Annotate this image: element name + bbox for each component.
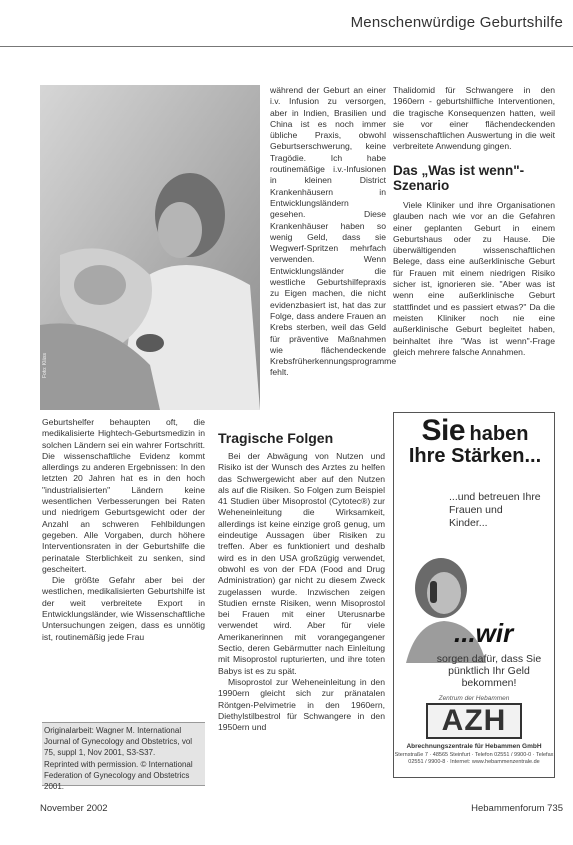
heading-tragische-folgen: Tragische Folgen — [218, 430, 334, 446]
heading-was-ist-wenn: Das „Was ist wenn"-Szenario — [393, 163, 525, 193]
photo-credit: Foto: Kläss — [42, 352, 48, 378]
mother-baby-photo — [40, 85, 260, 410]
ad-address: Sternstraße 7 · 48565 Steinfurt · Telefon 02551 / 9900-0 · Telefax 02551 / 9900-8 · Internet: www.hebammenzentrale.de — [394, 752, 554, 765]
source-info-box — [42, 722, 205, 791]
column-right-top — [393, 85, 555, 155]
paragraph: während der Geburt an einer i.v. Infusion zu versorgen, aber in Indien, Brasilien und China ist es noch immer übliche Praxis, obwohl Geburtserschwerung, keine Tragödie. Ich habe routinemäßige i.v.-Infusionen in kleinen District Krankenhäusern in Entwicklungsländern gesehen. Diese Krankenhäuser haben so wenig Geld, dass sie Wegwerf-Spritzen mehrfach verwenden. Wenn Entwicklungsländer die westliche Geburtshilfepraxis zu Eigen machen, die nicht evidenzbasiert ist, hat das zur Folge, dass andere Frauen an Krebs sterben, weil das Geld für präventive Maßnahmen wie flächendeckende Krebsfrüherkennungsprogramme fehlt. — [270, 85, 397, 378]
footer-date: November 2002 — [40, 803, 108, 814]
header-rule — [0, 46, 573, 47]
ad-headline — [400, 414, 550, 467]
section-title: Menschenwürdige Geburtshilfe — [350, 14, 563, 31]
ad-sie: Sie — [421, 414, 466, 447]
footer-page: Hebammenforum 735 — [471, 803, 563, 814]
ad-slogan: sorgen dafür, dass Sie pünktlich Ihr Geld bekommen! — [436, 653, 542, 689]
source-citation: Originalarbeit: Wagner M. International Journal of Gynecology and Obstetrics, vol 75, suppl 1, Nov 2001, S3-S37. — [44, 726, 193, 757]
azh-advertisement — [393, 412, 555, 778]
column-left — [42, 417, 205, 717]
ad-staerken: Ihre Stärken... — [408, 445, 542, 467]
paragraph: Viele Kliniker und ihre Organisationen glauben nach wie vor an die Gefahren einer geplanten Geburt in einem Geburtshaus oder zu Hause. Die überwältigenden wissenschaftlichen Belege, dass eine außerklinische Geburt für Frauen mit einem niedrigen Risiko sicher ist, ignorieren sie. "Aber was ist wenn eine außerklinische Geburt stattfindet und es passiert etwas?" Da die meisten Kliniker noch nie eine außerklinische Geburt begleitet haben, beinhaltet ihre "Was ist wenn"-Frage gleich mehrere falsche Annahmen. — [393, 200, 555, 357]
reprint-notice: Reprinted with permission. © International Federation of Gynecology and Obstetrics 2001. — [44, 760, 193, 791]
column-middle-top — [270, 85, 397, 410]
azh-logo: AZH — [426, 703, 522, 739]
ad-wir: ...wir — [454, 618, 514, 648]
paragraph: Thalidomid für Schwangere in den 1960ern - geburtshilfliche Interventionen, die tragische Konsequenzen hatten, weil sie vor einer flächendeckenden wissenschaftlichen Auswertung in die weit verbreitete Anwendung gingen. — [393, 85, 555, 152]
paragraph: Misoprostol zur Weheneinleitung in den 1990ern gleicht sich zur pränatalen Röntgen-Pelvimetrie in den 1960ern, Diethylstilbestrol für Schwangere in den 1950ern und — [218, 676, 385, 733]
article-photo — [40, 85, 260, 410]
ad-subline: ...und betreuen Ihre Frauen und Kinder... — [449, 491, 541, 529]
ad-haben: haben — [469, 423, 529, 445]
ad-company-name: Abrechnungszentrale für Hebammen GmbH — [406, 743, 542, 750]
ad-zentrum: Zentrum der Hebammen — [438, 695, 510, 702]
paragraph: Geburtshelfer behaupten oft, die medikalisierte Hightech-Geburtsmedizin in solchen Ländern sei ein wahrer Fortschritt. Die wissenschaftliche Evidenz kommt allerdings zu anderen Ergebnissen: In den letzten 20 Jahren hat es in den hoch "industrialisierten" Ländern keine wesentlichen Verbesserungen bei Raten und niedrigem Geburtsgewicht oder der Anzahl an schweren Fehlbildungen gegeben. Alle Vorgaben, durch höhere Interventionsraten in der Geburtshilfe die perinatale Sterblichkeit zu senken, sind gescheitert. — [42, 417, 205, 574]
column-middle-bottom — [218, 451, 385, 787]
paragraph: Bei der Abwägung von Nutzen und Risiko ist der Wunsch des Arztes zu helfen das Schwergewicht aber auf den Nutzen als auf die Risiken. So Folgen zum Beispiel 41 Studien über Misoprostol (Cytotec®) zur Weheneinleitung die Wirksamkeit, allerdings ist keine einzige groß genug, um eindeutige Aussagen über Risiken zu treffen. Aber es funktioniert und deshalb wird es in den USA großzügig verwendet, obwohl es von der FDA (Food and Drug Administration) gar nicht zu diesem Zweck zugelassen wurde. Inzwischen zeigen Studien ernste Risiken, wenn Misoprostol bei Frauen mit einer Uterusnarbe verwendet wird. Aber für viele Amerikanerinnen mit vorangegangener Sectio, deren Gebärmutter nach Einleitung mit Misoprostol rupturierten, und ihre toten Babys ist es zu spät. — [218, 451, 385, 676]
paragraph: Die größte Gefahr aber bei der westlichen, medikalisierten Geburtshilfe ist der weit verbreitete Export in Entwicklungsländer, wie Wissenschaftliche Untersuchungen zeigen, dass es unnötig ist, routinemäßig jede Frau — [42, 575, 205, 642]
column-right-bottom — [393, 200, 555, 395]
